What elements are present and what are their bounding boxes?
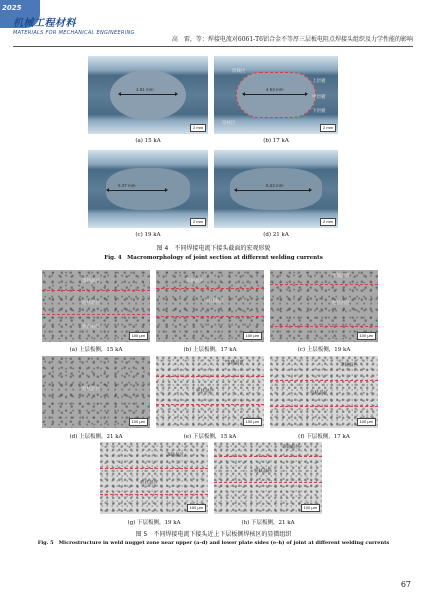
annotation: 下层板 <box>312 109 326 114</box>
boundary-line <box>156 316 264 317</box>
fig5-label-g: (g) 下层板侧，19 kA <box>127 520 181 526</box>
annotation: 等轴晶区 <box>166 453 184 458</box>
scale-bar: 2 mm <box>190 218 206 226</box>
boundary-line <box>270 284 378 285</box>
scale-bar: 100 μm <box>357 418 376 426</box>
boundary-line <box>214 482 322 483</box>
fig5-label-c: (c) 上层板侧，19 kA <box>297 347 351 353</box>
journal-header <box>0 0 427 48</box>
scale-bar: 100 μm <box>243 418 262 426</box>
weld-nugget <box>106 168 190 210</box>
fig5-panel-h <box>214 442 322 514</box>
boundary-line <box>156 376 264 377</box>
fig4-panel-c <box>88 150 208 228</box>
fig4-caption-en: Fig. 4 Macromorphology of joint section at different welding currents <box>104 255 323 261</box>
journal-title-cn: 机械工程材料 <box>13 18 76 29</box>
annotation: 等轴晶区 <box>332 274 350 279</box>
fig5-label-a: (a) 上层板侧，15 kA <box>69 347 123 353</box>
annotation: 柱状晶区 <box>82 301 100 306</box>
scale-bar: 100 μm <box>357 332 376 340</box>
boundary-line <box>270 380 378 381</box>
annotation: 柱状晶区 <box>310 391 328 396</box>
fig5-panel-d <box>42 356 150 428</box>
fig5-label-b: (b) 上层板侧，17 kA <box>183 347 237 353</box>
annotation: 中层板 <box>312 95 326 100</box>
annotation: 柱状晶区 <box>140 481 158 486</box>
boundary-line <box>156 288 264 289</box>
annotation: 等轴晶区 <box>282 445 300 450</box>
fig5-caption-en: Fig. 5 Microstructure in weld nugget zone near upper (a–d) and lower plate sides (e–h) of joint at different welding currents <box>37 540 390 546</box>
scale-bar: 2 mm <box>190 124 206 132</box>
scale-bar: 100 μm <box>129 332 148 340</box>
running-head: 高 雷，等：焊接电流对6061-T6铝合金不等厚三层板电阻点焊接头组织及力学性能的影响 <box>171 36 413 43</box>
annotation: 热影响区 <box>82 325 100 330</box>
scale-bar: 100 μm <box>129 418 148 426</box>
annotation: 柱状晶区 <box>82 387 100 392</box>
fig4-caption-cn: 图 4 不同焊接电流下接头截面的宏观形貌 <box>156 245 271 252</box>
dimension-arrow <box>236 190 310 191</box>
fig5-label-f: (f) 下层板侧，17 kA <box>298 434 350 440</box>
boundary-line <box>214 456 322 457</box>
dimension-arrow <box>120 94 176 95</box>
fig5-panel-a <box>42 270 150 342</box>
boundary-line <box>270 406 378 407</box>
boundary-line <box>100 494 208 495</box>
annotation: 柱状晶区 <box>254 469 272 474</box>
scale-bar: 2 mm <box>320 124 336 132</box>
fig5-panel-e <box>156 356 264 428</box>
annotation: 柱状晶区 <box>332 301 350 306</box>
scale-bar: 100 μm <box>301 504 320 512</box>
weld-nugget <box>236 72 316 118</box>
dimension-arrow <box>108 190 166 191</box>
scale-bar: 2 mm <box>320 218 336 226</box>
fig4-panel-a <box>88 56 208 134</box>
fig5-panel-g <box>100 442 208 514</box>
fig4-panel-d <box>214 150 338 228</box>
nugget-diameter: 5.63 mm <box>266 183 284 188</box>
page-number: 67 <box>400 580 411 589</box>
boundary-line <box>42 314 150 315</box>
scale-bar: 100 μm <box>187 504 206 512</box>
header-rule <box>13 46 413 47</box>
fig4-label-a: (a) 15 kA <box>135 138 161 144</box>
annotation: 母材区 <box>222 121 236 126</box>
fig4-label-d: (d) 21 kA <box>263 232 289 238</box>
fig5-label-d: (d) 上层板侧，21 kA <box>69 434 123 440</box>
annotation: 等轴晶区 <box>226 361 244 366</box>
scale-bar: 100 μm <box>243 332 262 340</box>
fig4-panel-b <box>214 56 338 134</box>
fig5-caption-cn: 图 5 不同焊接电流下接头近上下层板侧焊核区的显微组织 <box>135 531 292 538</box>
annotation: 柱状晶区 <box>206 299 224 304</box>
annotation: 上层板 <box>312 79 326 84</box>
nugget-diameter: 4.81 mm <box>136 87 154 92</box>
journal-title-en: MATERIALS FOR MECHANICAL ENGINEERING <box>13 30 135 36</box>
boundary-line <box>100 468 208 469</box>
fig4-label-b: (b) 17 kA <box>263 138 289 144</box>
fig5-label-h: (h) 下层板侧，21 kA <box>241 520 295 526</box>
boundary-line <box>156 404 264 405</box>
annotation: 焊核区 <box>232 69 246 74</box>
dimension-arrow <box>244 94 306 95</box>
fig5-panel-c <box>270 270 378 342</box>
annotation: 柱状晶区 <box>196 389 214 394</box>
fig5-panel-f <box>270 356 378 428</box>
logo-year: 2025 <box>2 4 22 12</box>
boundary-line <box>270 326 378 327</box>
fig5-panel-b <box>156 270 264 342</box>
fig5-label-e: (e) 下层板侧，15 kA <box>183 434 237 440</box>
boundary-line <box>42 290 150 291</box>
annotation: 等轴晶区 <box>82 279 100 284</box>
nugget-diameter: 5.37 mm <box>118 183 136 188</box>
fig4-label-c: (c) 19 kA <box>135 232 161 238</box>
nugget-diameter: 4.53 mm <box>266 87 284 92</box>
annotation: 等轴晶区 <box>186 279 204 284</box>
annotation: 等轴晶区 <box>340 363 358 368</box>
